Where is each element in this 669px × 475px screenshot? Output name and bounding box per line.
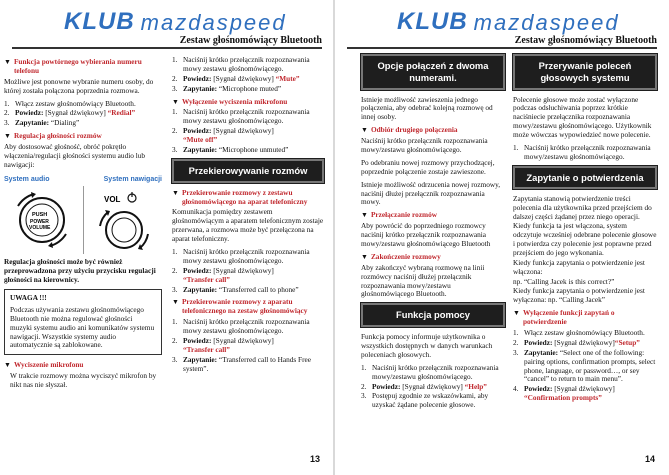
system-labels [4, 176, 162, 185]
list-item: 1. Włącz zestaw głośnomówiący Bluetooth. [513, 327, 645, 337]
volume-description: Aby dostosować głośność, obróć pokrętło włączenia/regulacji głośności systemu audio lub nawigacji: [4, 142, 146, 169]
triangle-bullet-icon: ▼ [4, 132, 11, 141]
list-item: 1. Włącz zestaw głośnomówiący Bluetooth. [4, 98, 136, 108]
transfer-to-phone-steps [172, 248, 324, 294]
list-item: 2. Powiedz: [Sygnał dźwiękowy] “Transfer call” [172, 265, 274, 284]
box-title-transfer: Przekierowywanie rozmów [172, 159, 324, 183]
list-item: 2. Powiedz: [Sygnał dźwiękowy] “Mute off” [172, 126, 274, 145]
list-item: 4. Powiedz: [Sygnał dźwiękowy] “Confirmation prompts” [513, 384, 615, 403]
p14-column-right [513, 54, 657, 407]
list-item: 3. Zapytanie: “Dialing” [4, 118, 80, 128]
help-description: Funkcja pomocy informuje użytkownika o wszystkich dostępnych w danych warunkach poleceniach głosowych. [361, 332, 493, 359]
triangle-bullet-icon: ▼ [361, 211, 368, 220]
redial-steps [4, 100, 162, 129]
header-title: Zestaw głośnomówiący Bluetooth [514, 35, 657, 46]
audio-knob-icon [4, 186, 82, 254]
box-title-help: Funkcja pomocy [361, 303, 505, 327]
heading-disable-confirm: ▼ Wyłączenie funkcji zapytań o potwierdzenie [513, 308, 615, 327]
page-14 [335, 0, 669, 475]
p13-column-right [172, 54, 324, 378]
warning-title: UWAGA !!! [10, 293, 47, 302]
list-item: 1. Naciśnij krótko przełącznik rozpoznawania mowy/zestawu głośnomówiącego. [361, 362, 499, 381]
help-steps [361, 364, 505, 410]
header-rule [347, 47, 657, 49]
unmute-steps [172, 108, 324, 154]
triangle-bullet-icon: ▼ [513, 309, 520, 318]
heading-mute: ▼ Wyciszenie mikrofonu [4, 360, 84, 370]
fig-push-label: PUSH [32, 212, 48, 219]
box-title-two-numbers: Opcje połączeń z dwoma numerami. [361, 54, 505, 90]
triangle-bullet-icon: ▼ [4, 58, 11, 66]
page-number: 13 [309, 454, 320, 465]
page-13 [0, 0, 334, 475]
mute-description: W trakcie rozmowy można wyciszyć mikrofon by nikt nas nie słyszał. [10, 371, 157, 390]
logo-klub-text: KLUB [397, 8, 468, 35]
list-item: 3. Postępuj zgodnie ze wskazówkami, aby uzyskać żądane polecenie głosowe. [361, 391, 489, 410]
logo-klub-text: KLUB [64, 8, 135, 35]
heading-end-call: ▼ Zakończenie rozmowy [361, 251, 441, 261]
heading-volume: ▼ Regulacja głośności rozmów [4, 131, 102, 141]
audio-knob-figure [4, 186, 83, 254]
second-call-text-3: Istnieje możliwość odrzucenia nowej rozmowy, naciśnij dłużej przełącznik rozpoznawania mowy. [361, 179, 501, 207]
list-item: 1. Naciśnij krótko przełącznik rozpoznawania mowy/zestawu głośnomówiącego. [513, 142, 651, 161]
fig-volume-label: VOLUME [29, 225, 51, 232]
transfer-to-phone-description: Komunikacja pomiędzy zestawem głośnomówiącym a aparatem telefonicznym zostaje przerwana, a rozmowa może być przełączona na aparat telefoniczny. [172, 207, 324, 244]
list-item: 1. Naciśnij krótko przełącznik rozpoznawania mowy zestawu głośnomówiącego. [172, 247, 310, 265]
list-item: 2. Powiedz: [Sygnał dźwiękowy] “Redial” [4, 108, 136, 118]
interrupt-steps [513, 144, 657, 162]
list-item: 3. Zapytanie: “Select one of the following: pairing options, confirmation prompts, select phone, language, or password…, or sey “cancel” to return to main menu”. [513, 347, 656, 384]
list-item: 2. Powiedz: [Sygnał dźwiękowy] “Transfer call” [172, 336, 274, 354]
disable-confirm-steps [513, 329, 657, 403]
header-rule [12, 47, 322, 49]
label-nav-system: System nawigacji [103, 175, 162, 183]
box-title-interrupt: Przerywanie poleceń głosowych systemu [513, 54, 657, 90]
p14-column-left [361, 54, 505, 414]
heading-unmute: ▼ Wyłączenie wyciszenia mikrofonu [172, 96, 288, 106]
klub-mazdaspeed-logo [397, 6, 620, 34]
list-item: 3. Zapytanie: “Transferred call to phone” [172, 284, 299, 294]
list-item: 3. Zapytanie: “Transferred call to Hands Free system”. [172, 354, 312, 373]
p13-column-left [4, 54, 162, 394]
redial-description: Możliwe jest ponowne wybranie numeru osoby, do której została połączona poprzednia rozmowa. [4, 76, 154, 95]
list-item: 3. Zapytanie: “Microphone muted” [172, 83, 282, 93]
fig-power-label: POWER [30, 219, 49, 226]
mute-steps [172, 56, 324, 94]
fig-vol-label: VOL [104, 195, 121, 205]
triangle-bullet-icon: ▼ [361, 252, 368, 261]
second-call-text-1: Naciśnij krótko przełącznik rozpoznawania mowy/zestawu głośnomówiącego. [361, 136, 488, 154]
logo-brand-text: mazdaspeed [473, 10, 620, 35]
confirm-enabled-example: np. “Calling Jacek is this correct?” [513, 276, 615, 286]
list-item: 2. Powiedz: [Sygnał dźwiękowy] “Help” [361, 381, 487, 391]
triangle-bullet-icon: ▼ [361, 126, 368, 135]
list-item: 2. Powiedz: [Sygnał dźwiękowy] “Mute” [172, 73, 300, 83]
list-item: 3. Zapytanie: “Microphone unmuted” [172, 145, 289, 155]
transfer-to-handsfree-steps [172, 318, 324, 373]
page-number: 14 [644, 454, 655, 465]
volume-knob-figures [4, 186, 162, 254]
interrupt-description: Polecenie głosowe może zostać wyłączone podczas odsłuchiwania poprzez krótkie naciśniecie przełącznika rozpoznawania mowy/zestawu głośnomówiącego. Użytkownik może wówczas wypowiedzieć nowe polecenie. [513, 94, 652, 140]
triangle-bullet-icon: ▼ [172, 298, 179, 307]
confirm-enabled-text: Kiedy funkcja zapytania o potwierdzenie jest włączona: [513, 257, 645, 276]
confirm-description: Zapytania stanowią potwierdzenie treści polecenia dla użytkownika przed przejściem do dalszej części żądanej przez niego operacji. Kiedy funkcja ta jest włączona, system odczytuje wcześniej odebrane polecenie głosowe i potwierdza czy polecenie jest poprawne przed przejściem do jego wykonania. [513, 194, 657, 257]
heading-switch-calls: ▼ Przełączanie rozmów [361, 210, 438, 220]
heading-second-call: ▼ Odbiór drugiego połączenia [361, 125, 458, 135]
heading-redial: ▼ Funkcja powtórnego wybierania numeru telefonu [4, 57, 142, 75]
triangle-bullet-icon: ▼ [172, 188, 179, 197]
list-item: 1. Naciśnij krótko przełącznik rozpoznawania mowy zestawu głośnomówiącego. [172, 55, 310, 73]
triangle-bullet-icon: ▼ [4, 361, 11, 370]
nav-knob-figure [83, 186, 162, 254]
nav-knob-icon [84, 186, 162, 254]
warning-box [4, 289, 162, 355]
logo-brand-text: mazdaspeed [140, 10, 287, 35]
switch-calls-text: Aby powrócić do poprzedniego rozmowcy naciśnij krótko przełącznik rozpoznawania mowy/zestawu głośnomówiącego Bluetooth [361, 221, 491, 248]
volume-wheel-caption: Regulacja głośności może być również przeprowadzona przy użyciu przycisku regulacji głośności na kierownicy. [4, 257, 156, 285]
klub-mazdaspeed-logo [64, 6, 287, 34]
warning-text: Podczas używania zestawu głośnomówiącego Bluetooth nie można regulować głośności muzyki systemu audio ani komunikatów systemu nawigacji. Wszystkie systemy audio automatycznie są zablokowane. [10, 304, 155, 350]
label-audio-system: System audio [4, 175, 50, 183]
heading-transfer-to-handsfree: ▼ Przekierowanie rozmowy z aparatu telefonicznego na zestaw głośnomówiący [172, 297, 308, 316]
triangle-bullet-icon: ▼ [172, 97, 179, 106]
second-call-text-2: Po odebraniu nowej rozmowy przychodzącej, poprzednie połączenie zostaje zawieszone. [361, 157, 495, 176]
box-title-confirm: Zapytanie o potwierdzenia [513, 166, 657, 190]
two-numbers-description: Istnieje możliwość zawieszenia jednego połączenia, aby odebrać kolejną rozmowę od innej osoby. [361, 94, 493, 122]
header-title: Zestaw głośnomówiący Bluetooth [179, 35, 322, 46]
end-call-text: Aby zakończyć wybraną rozmowę na linii rozmówcy naciśnij dłużej przełącznik rozpoznawania mowy/zestawu głośnomówiącego Bluetooth. [361, 262, 485, 299]
list-item: 1. Naciśnij krótko przełącznik rozpoznawania mowy zestawu głośnomówiącego. [172, 317, 310, 336]
list-item: 2. Powiedz: [Sygnał dźwiękowy]“Setup” [513, 337, 640, 347]
list-item: 1. Naciśnij krótko przełącznik rozpoznawania mowy zestawu głośnomówiącego. [172, 107, 310, 126]
confirm-disabled-text: Kiedy funkcja zapytania o potwierdzenie jest wyłączona: np. “Calling Jacek” [513, 286, 645, 305]
heading-transfer-to-phone: ▼ Przekierowanie rozmowy z zestawu głośnomówiącego na aparat telefoniczny [172, 187, 308, 206]
